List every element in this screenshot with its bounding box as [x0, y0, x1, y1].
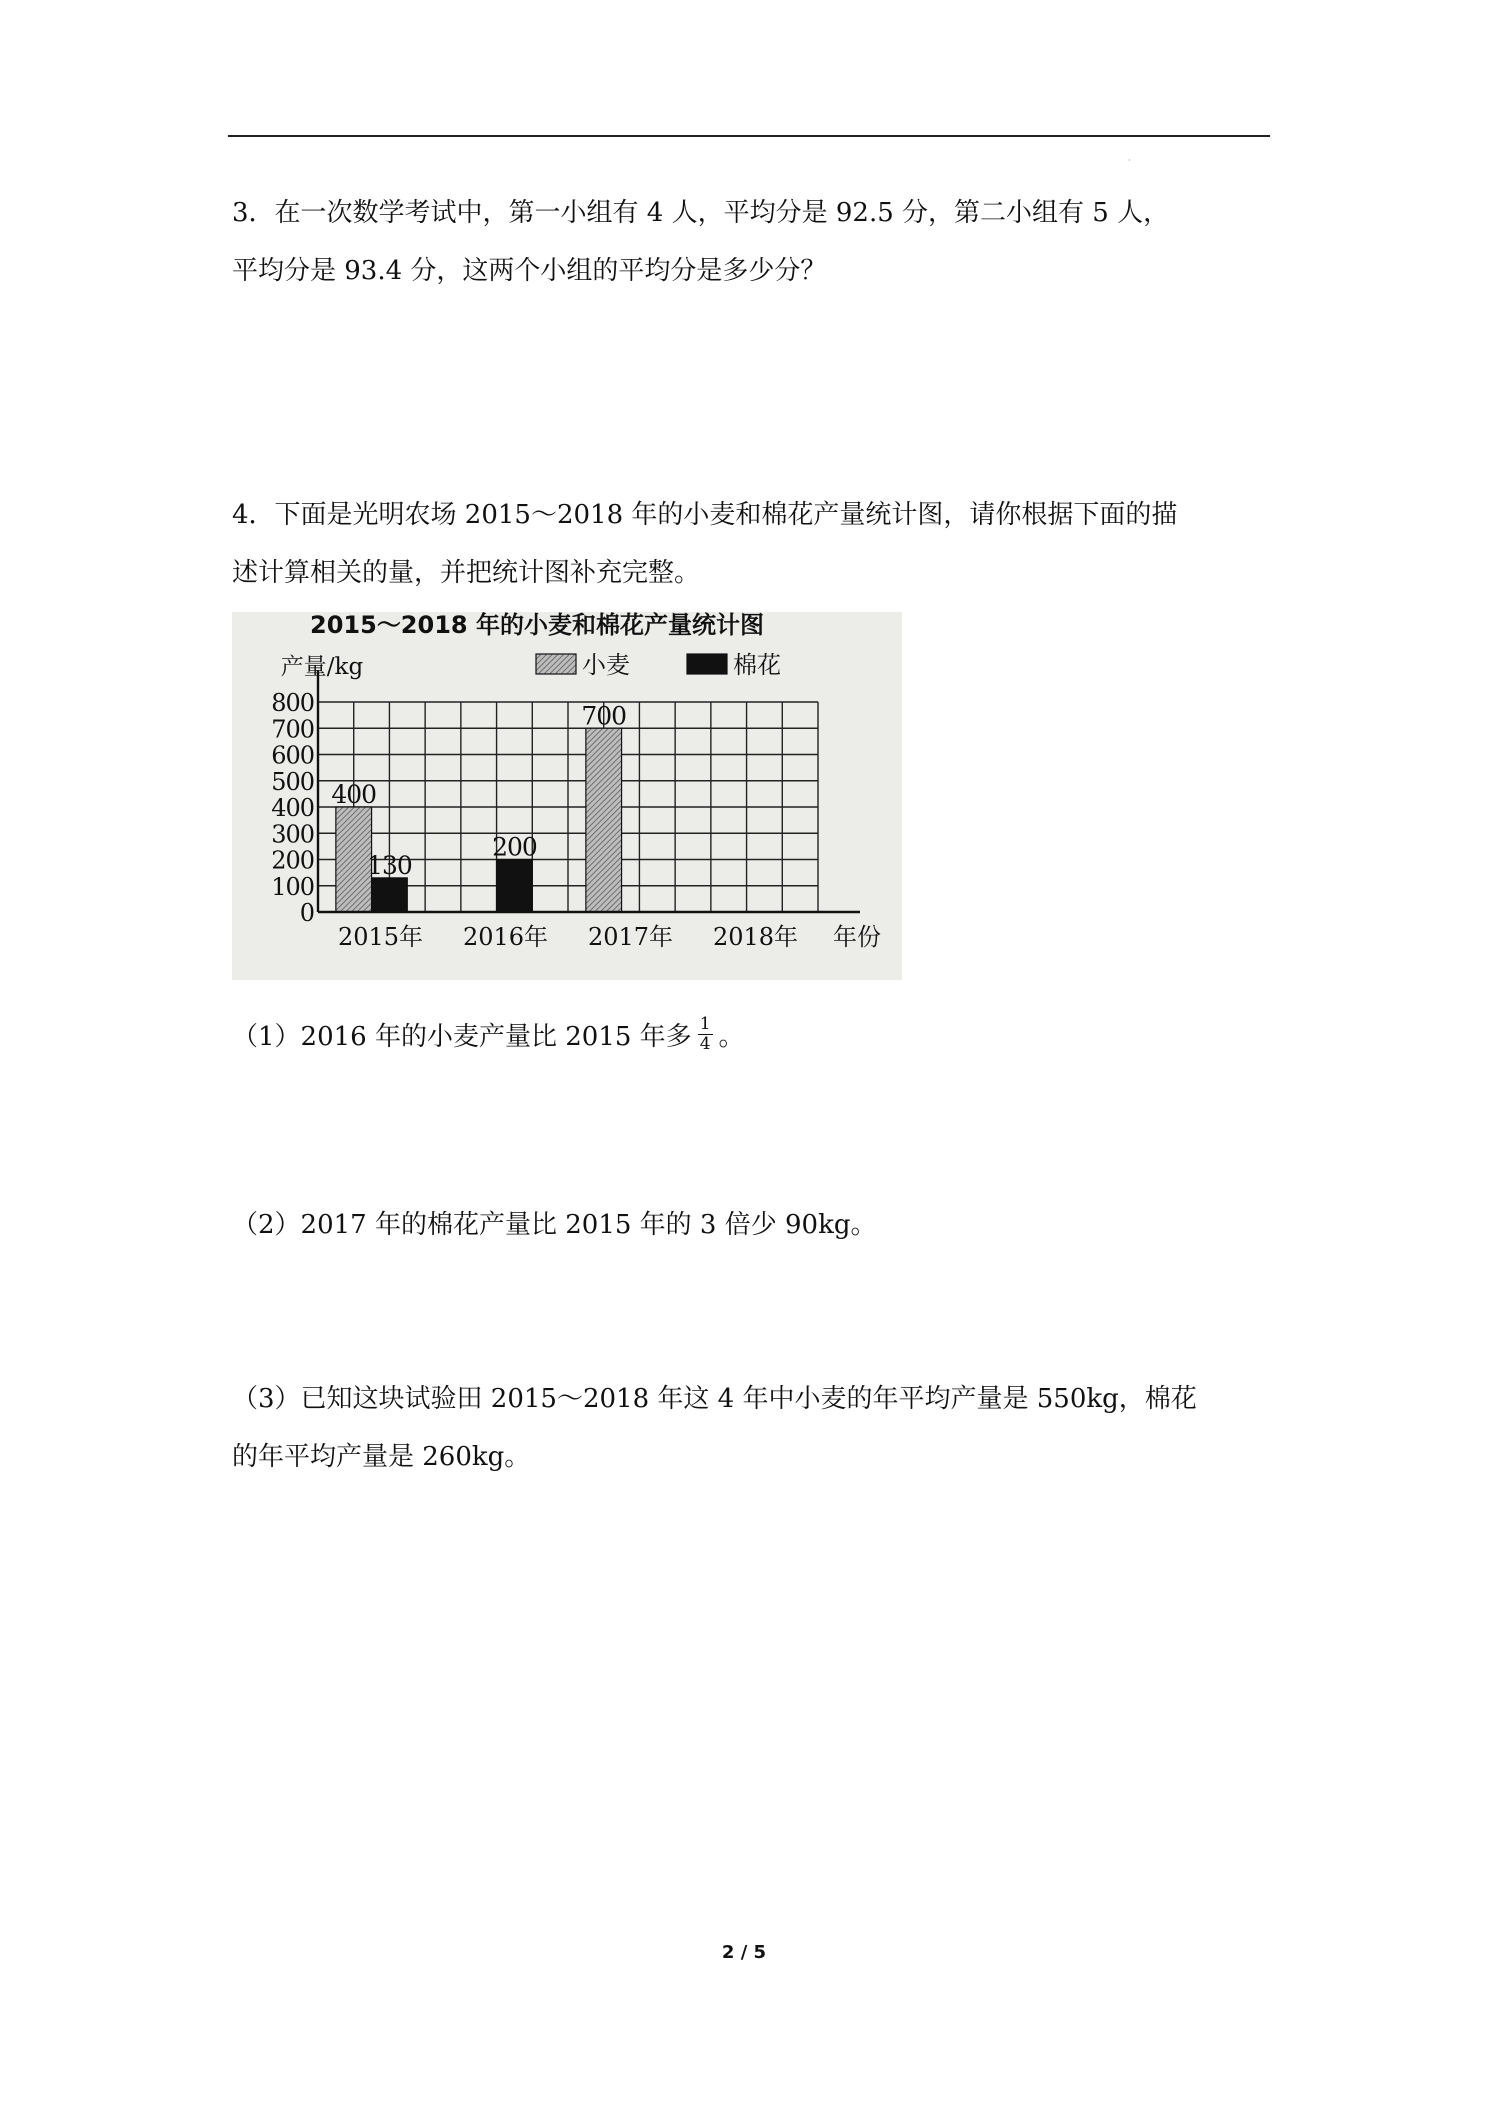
header-mark: ·: [1128, 156, 1131, 165]
y-tick-label: 100: [271, 872, 314, 901]
bar-wheat: [586, 728, 622, 912]
x-tick-label: 2015年: [337, 923, 424, 951]
sub-question-3-line-1: （3）已知这块试验田 2015～2018 年这 4 年中小麦的年平均产量是 550kg，棉花: [232, 1384, 1197, 1414]
chart-y-axis-label: 产量/kg: [280, 654, 364, 680]
data-label: 700: [581, 701, 627, 731]
y-tick-label: 800: [271, 689, 314, 717]
chart-x-ticks: [338, 923, 798, 951]
x-tick-label: 2017年: [587, 923, 674, 951]
question-3-line-1: 3．在一次数学考试中，第一小组有 4 人，平均分是 92.5 分，第二小组有 5 人，: [232, 198, 1170, 228]
chart-legend: [536, 651, 781, 679]
data-label: 400: [331, 780, 377, 809]
legend-wheat-swatch: [536, 654, 576, 674]
production-chart: [232, 612, 902, 980]
sub-question-1-end: 。: [718, 1022, 745, 1052]
chart-bars: [336, 728, 622, 912]
data-label: 130: [367, 850, 412, 880]
legend-wheat-label: 小麦: [582, 651, 630, 679]
y-tick-label: 700: [271, 715, 314, 744]
legend-cotton-label: 棉花: [733, 651, 781, 679]
chart-x-axis-label: 年份: [833, 923, 881, 951]
y-tick-label: 300: [271, 820, 314, 849]
bar-cotton: [372, 878, 408, 912]
question-3-line-2: 平均分是 93.4 分，这两个小组的平均分是多少分？: [232, 256, 827, 286]
x-tick-label: 2018年: [712, 923, 799, 951]
data-label: 200: [492, 832, 537, 862]
chart-svg: [232, 612, 902, 980]
chart-title: 2015～2018 年的小麦和棉花产量统计图: [310, 612, 764, 639]
legend-cotton-swatch: [687, 654, 727, 674]
x-tick-label: 2016年: [462, 923, 549, 951]
page-number: 2 / 5: [721, 1942, 767, 1963]
sub-question-3: [232, 1370, 1277, 1486]
fraction: [698, 1015, 713, 1054]
sub-question-1-text: （1）2016 年的小麦产量比 2015 年多: [232, 1022, 692, 1052]
y-tick-label: 600: [271, 741, 314, 770]
sub-question-3-line-2: 的年平均产量是 260kg。: [232, 1442, 531, 1472]
y-tick-label: 200: [271, 846, 314, 875]
question-4: [232, 486, 1277, 602]
sub-question-2: [232, 1196, 1277, 1254]
chart-y-ticks: [271, 689, 314, 927]
sub-question-2-text: （2）2017 年的棉花产量比 2015 年的 3 倍少 90kg。: [232, 1210, 877, 1240]
y-tick-label: 400: [271, 794, 314, 822]
question-4-line-2: 述计算相关的量，并把统计图补充完整。: [232, 558, 701, 588]
y-tick-label: 0: [299, 899, 314, 927]
question-3: [232, 184, 1277, 300]
header-rule: [228, 135, 1270, 137]
y-tick-label: 500: [271, 767, 314, 796]
sub-question-1: [232, 1008, 1277, 1066]
bar-cotton: [497, 860, 533, 913]
question-4-line-1: 4．下面是光明农场 2015～2018 年的小麦和棉花产量统计图，请你根据下面的描: [232, 500, 1178, 530]
fraction-numerator: 1: [699, 1013, 711, 1034]
fraction-denominator: 4: [699, 1033, 711, 1054]
